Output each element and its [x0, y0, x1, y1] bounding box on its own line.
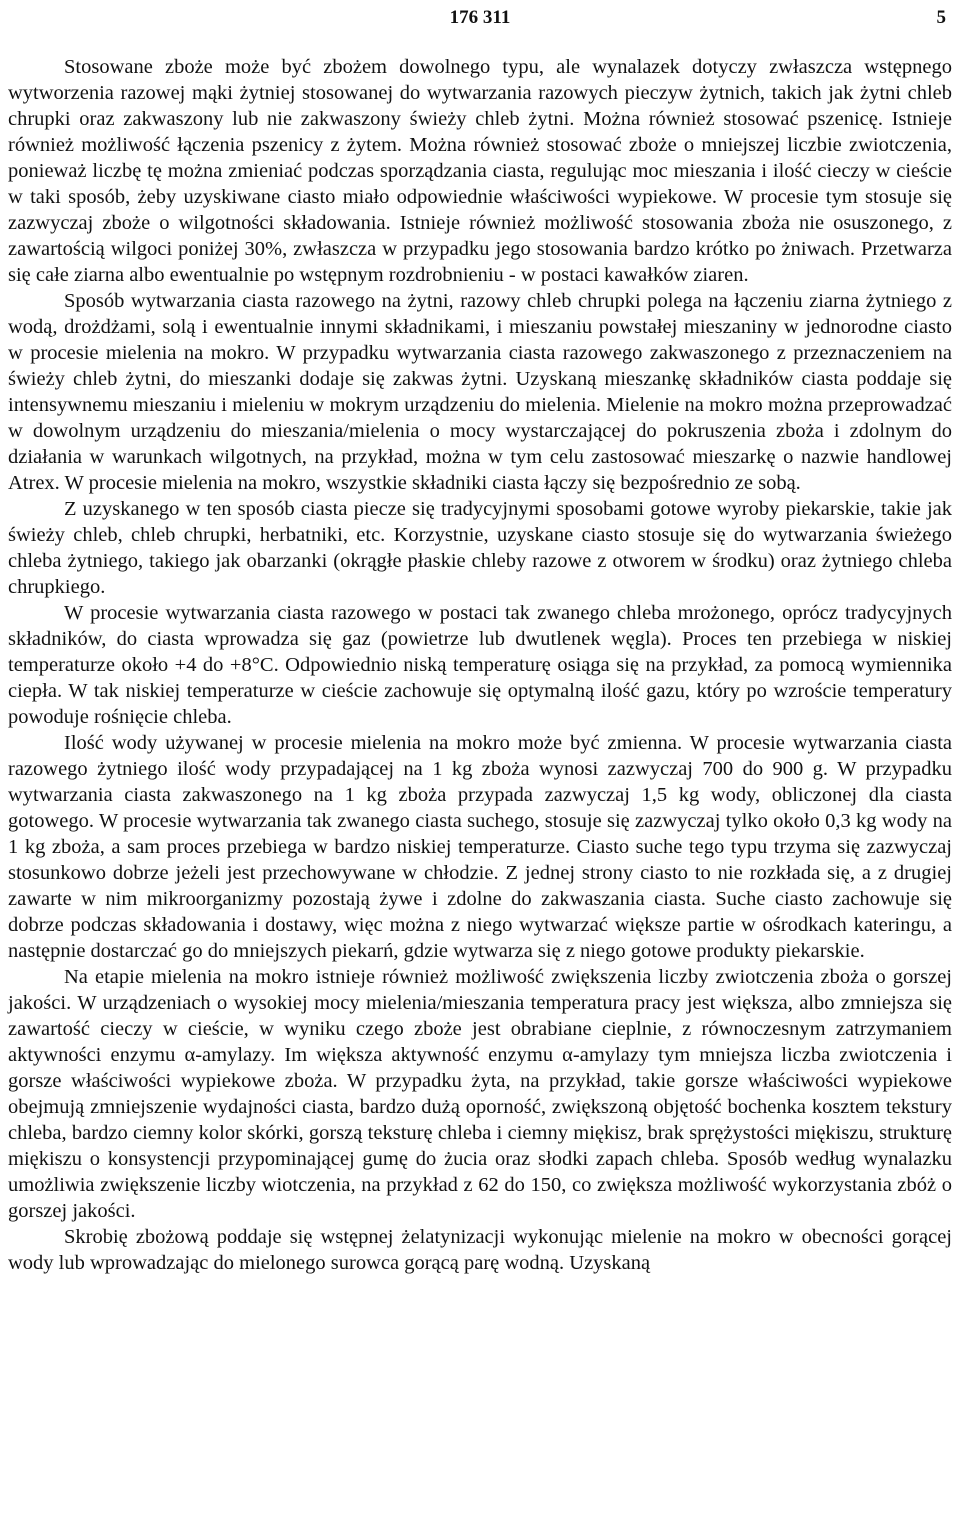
document-number: 176 311 — [449, 7, 511, 28]
paragraph: Stosowane zboże może być zbożem dowolnego typu, ale wynalazek dotyczy zwłaszcza wstępnego wytworzenia razowej mąki żytniej stosowanej do wytwarzania razowych pieczyw żytnich, takich jak żytni chleb chrupki oraz zakwaszony lub nie zakwaszony świeży chleb żytni. Można również stosować pszenicę. Istnieje również możliwość łączenia pszenicy z żytem. Można również stosować zboże o mniejszej liczbie zwiotczenia, ponieważ liczbę tę można zmieniać podczas sporządzania ciasta, regulując moc mieszania i ilość cieczy w cieście w taki sposób, żeby uzyskiwane ciasto miało odpowiednie właściwości wypiekowe. W procesie tym stosuje się zazwyczaj zboże o wilgotności składowania. Istnieje również możliwość stosowania zboża nie osuszonego, z zawartością wilgoci poniżej 30%, zwłaszcza w przypadku jego stosowania bardzo krótko po żniwach. Przetwarza się całe ziarna albo ewentualnie po wstępnym rozdrobnieniu - w postaci kawałków ziaren. — [8, 56, 952, 286]
paragraph: W procesie wytwarzania ciasta razowego w postaci tak zwanego chleba mrożonego, oprócz tradycyjnych składników, do ciasta wprowadza się gaz (powietrze lub dwutlenek węgla). Proces ten przebiega w niskiej temperaturze około +4 do +8°C. Odpowiednio niską temperaturę osiąga się na przykład, za pomocą wymiennika ciepła. W tak niskiej temperaturze w cieście zachowuje się optymalną ilość gazu, który po wzroście temperatury powoduje rośnięcie chleba. — [8, 602, 952, 728]
paragraph: Ilość wody używanej w procesie mielenia na mokro może być zmienna. W procesie wytwarzania ciasta razowego żytniego ilość wody przypadającej na 1 kg zboża wynosi zazwyczaj 700 do 900 g. W przypadku wytwarzania ciasta zakwaszonego na 1 kg zboża przypada zazwyczaj 1,5 kg wody, obliczonej dla ciasta gotowego. W procesie wytwarzania tak zwanego ciasta suchego, stosuje się zazwyczaj tylko około 0,3 kg wody na 1 kg zboża, a sam proces przebiega w bardzo niskiej temperaturze. Ciasto suche tego typu trzyma się zazwyczaj stosunkowo dobrze jeżeli jest przechowywane w chłodzie. Z jednej strony ciasto to nie rozkłada się, a z drugiej zawarte w nim mikroorganizmy pozostają żywe i zdolne do zakwaszania ciasta. Suche ciasto zachowuje się dobrze podczas składowania i dostawy, więc można z niego wytwarzać większe partie w ośrodkach kateringu, a następnie dostarczać go do mniejszych piekarń, gdzie wytwarza się z niego gotowe produkty piekarskie. — [8, 732, 952, 962]
paragraph: Skrobię zbożową poddaje się wstępnej żelatynizacji wykonując mielenie na mokro w obecności gorącej wody lub wprowadzając do mielonego surowca gorącą parę wodną. Uzyskaną — [8, 1226, 952, 1274]
page-number: 5 — [936, 7, 946, 28]
paragraph: Na etapie mielenia na mokro istnieje również możliwość zwiększenia liczby zwiotczenia zboża o gorszej jakości. W urządzeniach o wysokiej mocy mielenia/mieszania temperatura pracy jest większa, albo zmniejsza się zawartość cieczy w cieście, w wyniku czego zboże jest obrabiane cieplnie, z równoczesnym zatrzymaniem aktywności enzymu α-amylazy. Im większa aktywność enzymu α-amylazy tym mniejsza liczba zwiotczenia i gorsze właściwości wypiekowe zboża. W przypadku żyta, na przykład, takie gorsze właściwości wypiekowe obejmują zmniejszenie wydajności ciasta, bardzo dużą oporność, zwiększoną objętość bochenka kosztem tekstury chleba, bardzo ciemny kolor skórki, gorszą teksturę chleba i ciemny miękisz, brak sprężystości miękiszu, strukturę miękiszu o konsystencji przypominającej gumę do żucia oraz słodki zapach chleba. Sposób według wynalazku umożliwia zwiększenie liczby wiotczenia, na przykład z 62 do 150, co zwiększa możliwość wykorzystania zbóż o gorszej jakości. — [8, 966, 952, 1222]
document-body — [8, 52, 952, 1276]
paragraph: Sposób wytwarzania ciasta razowego na żytni, razowy chleb chrupki polega na łączeniu ziarna żytniego z wodą, drożdżami, solą i ewentualnie innymi składnikami, i mieszaniu powstałej mieszaniny w jednorodne ciasto w procesie mielenia na mokro. W przypadku wytwarzania ciasta razowego zakwaszonego z przeznaczeniem na świeży chleb żytni, do mieszanki dodaje się zakwas żytni. Uzyskaną mieszankę składników ciasta poddaje się intensywnemu mieszaniu i mieleniu w mokrym urządzeniu do mielenia. Mielenie na mokro można przeprowadzać w dowolnym urządzeniu do mieszania/mielenia o mocy wystarczającej do pokruszenia zboża i zdolnym do działania w warunkach wilgotnych, na przykład, można w tym celu zastosować mieszarkę o nazwie handlowej Atrex. W procesie mielenia na mokro, wszystkie składniki ciasta łączy się bezpośrednio ze sobą. — [8, 290, 952, 494]
page-header — [0, 6, 960, 30]
paragraph: Z uzyskanego w ten sposób ciasta piecze się tradycyjnymi sposobami gotowe wyroby piekarskie, takie jak świeży chleb, chleb chrupki, herbatniki, etc. Korzystnie, uzyskane ciasto stosuje się do wytwarzania świeżego chleba żytniego, takiego jak obarzanki (okrągłe płaskie chleby razowe z otworem w środku) oraz żytniego chleba chrupkiego. — [8, 498, 952, 598]
